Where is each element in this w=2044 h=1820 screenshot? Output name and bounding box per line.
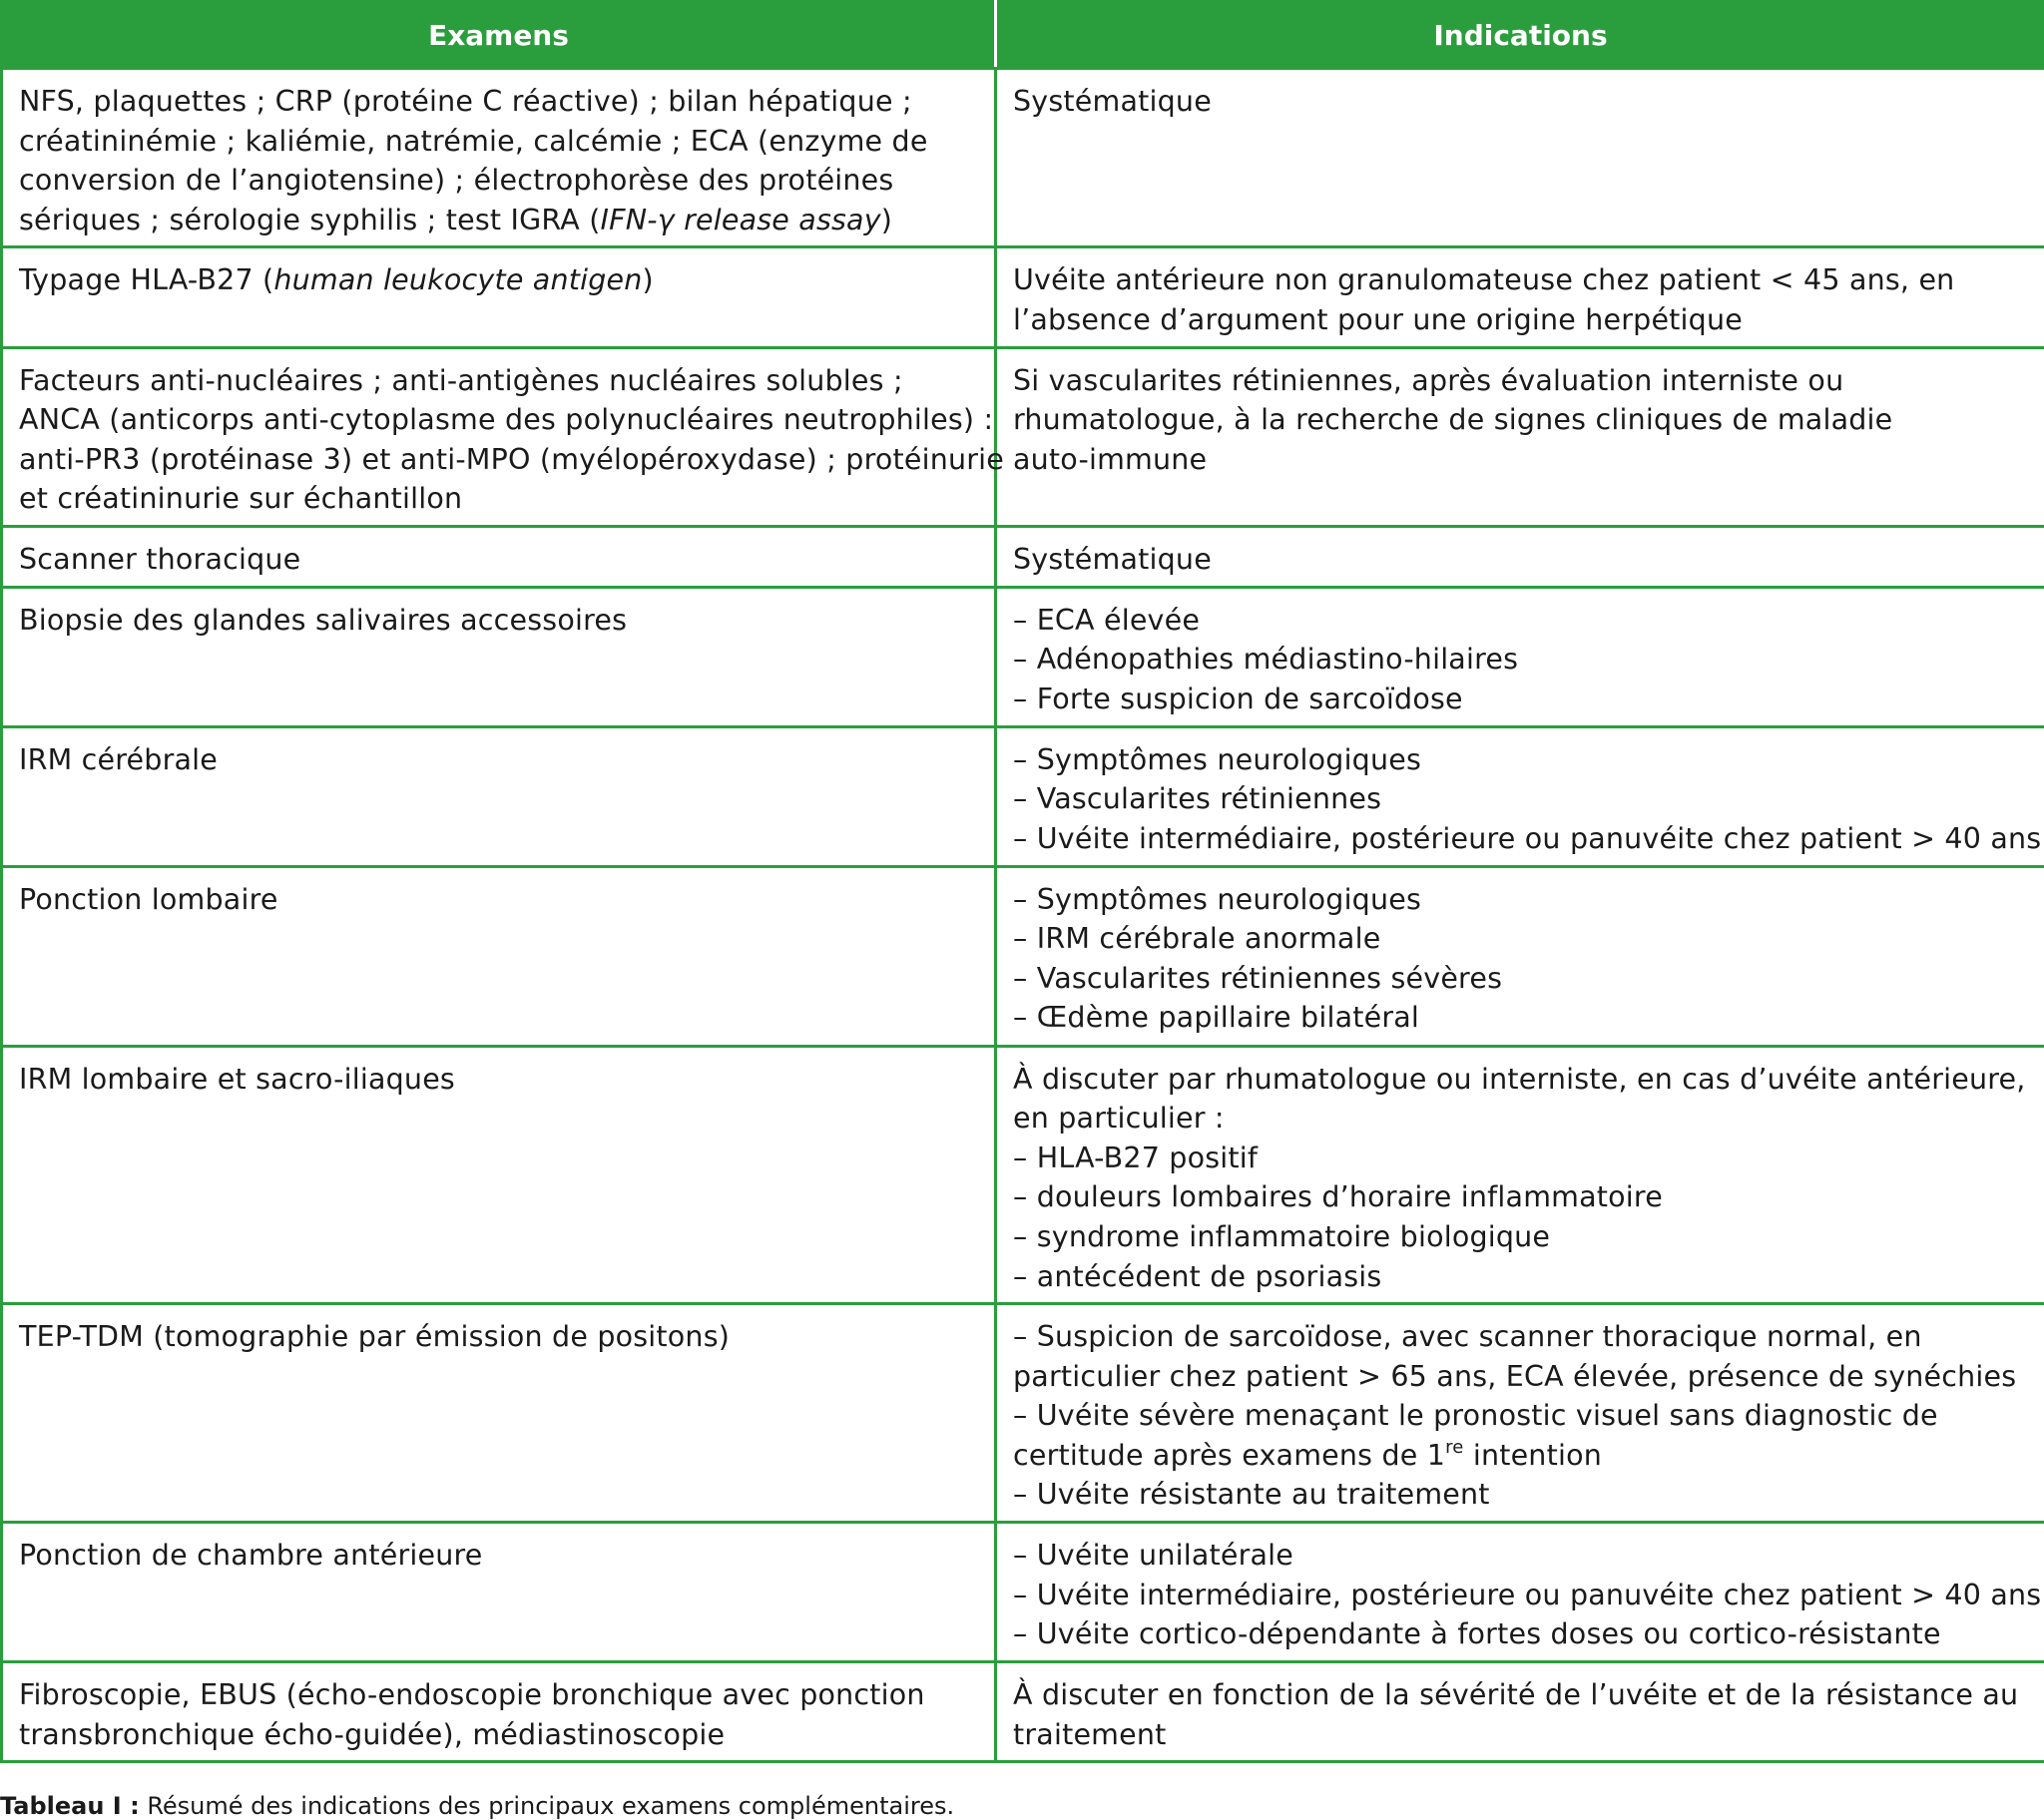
indication-line: – Adénopathies médiastino-hilaires (1013, 643, 1519, 677)
indication-line: – Uvéite intermédiaire, postérieure ou panuvéite chez patient > 40 ans (1013, 1578, 2042, 1611)
indication-cell (996, 1662, 2044, 1762)
exam-line: Ponction de chambre antérieure (19, 1539, 483, 1573)
table-header-row (2, 2, 2044, 69)
exam-line: ANCA (anticorps anti-cytoplasme des polynucléaires neutrophiles) : (19, 403, 994, 437)
indication-line: – IRM cérébrale anormale (1013, 922, 1381, 956)
table-row (2, 1523, 2044, 1662)
exam-line: et créatininurie sur échantillon (19, 482, 463, 516)
indication-cell (996, 1046, 2044, 1304)
exam-line: transbronchique écho-guidée), médiastinoscopie (19, 1717, 726, 1751)
exam-line: Facteurs anti-nucléaires ; anti-antigènes nucléaires solubles ; (19, 363, 903, 397)
indication-cell (996, 69, 2044, 247)
indication-line: – douleurs lombaires d’horaire inflammatoire (1013, 1180, 1663, 1214)
indication-line: – Forte suspicion de sarcoïdose (1013, 682, 1463, 715)
indication-line: – Uvéite intermédiaire, postérieure ou panuvéite chez patient > 40 ans (1013, 821, 2042, 855)
indication-line: – Uvéite résistante au traitement (1013, 1478, 1490, 1512)
exam-line: Ponction lombaire (19, 882, 278, 916)
table-row (2, 726, 2044, 866)
table-row (2, 347, 2044, 526)
exam-line: sériques ; sérologie syphilis ; test IGRA (IFN-γ release assay) (19, 203, 893, 236)
exam-cell (2, 1523, 996, 1662)
indication-cell (996, 247, 2044, 347)
exam-line: anti-PR3 (protéinase 3) et anti-MPO (myélopéroxydase) ; protéinurie (19, 442, 1005, 476)
table-row (2, 247, 2044, 347)
exam-line: Fibroscopie, EBUS (écho-endoscopie bronchique avec ponction (19, 1678, 925, 1712)
table-row (2, 69, 2044, 247)
indication-line: – syndrome inflammatoire biologique (1013, 1219, 1551, 1253)
exam-line: Typage HLA-B27 (human leukocyte antigen) (19, 263, 654, 297)
exam-cell (2, 526, 996, 587)
exam-cell (2, 726, 996, 866)
exam-cell (2, 247, 996, 347)
exam-cell (2, 866, 996, 1046)
indication-line: Systématique (1013, 542, 1212, 576)
indication-cell (996, 1304, 2044, 1523)
exam-line: IRM lombaire et sacro-iliaques (19, 1062, 455, 1096)
indication-line: À discuter en fonction de la sévérité de l’uvéite et de la résistance au (1013, 1678, 2019, 1712)
exam-cell (2, 1046, 996, 1304)
indication-line: en particulier : (1013, 1102, 1225, 1136)
indication-line: certitude après examens de 1re intention (1013, 1436, 1602, 1472)
exam-line: IRM cérébrale (19, 742, 219, 776)
indication-line: – Symptômes neurologiques (1013, 882, 1422, 916)
indication-cell (996, 587, 2044, 726)
indication-line: rhumatologue, à la recherche de signes cliniques de maladie (1013, 403, 1893, 437)
exam-line: créatininémie ; kaliémie, natrémie, calcémie ; ECA (enzyme de (19, 124, 928, 158)
exam-line: NFS, plaquettes ; CRP (protéine C réactive) ; bilan hépatique ; (19, 85, 912, 118)
indication-cell (996, 1523, 2044, 1662)
exam-cell (2, 1662, 996, 1762)
table-caption (0, 1792, 954, 1820)
indication-line: – ECA élevée (1013, 603, 1201, 637)
indication-line: – Uvéite unilatérale (1013, 1539, 1294, 1573)
exam-cell (2, 347, 1005, 526)
header-examens: Examens (2, 2, 996, 69)
caption-label: Tableau I : (0, 1792, 140, 1820)
indication-cell (996, 347, 2044, 526)
indication-cell (996, 726, 2044, 866)
exam-line: conversion de l’angiotensine) ; électrophorèse des protéines (19, 164, 894, 198)
indication-line: – Œdème papillaire bilatéral (1013, 1001, 1420, 1035)
exam-line: Scanner thoracique (19, 542, 301, 576)
table-row (2, 1304, 2044, 1523)
indication-cell (996, 866, 2044, 1046)
indication-line: auto-immune (1013, 442, 1208, 476)
table-row (2, 1046, 2044, 1304)
indication-line: – Uvéite sévère menaçant le pronostic visuel sans diagnostic de (1013, 1399, 1938, 1433)
indication-line: – HLA-B27 positif (1013, 1140, 1259, 1174)
indication-line: – Suspicion de sarcoïdose, avec scanner thoracique normal, en (1013, 1320, 1922, 1354)
indication-line: Systématique (1013, 85, 1212, 118)
indication-line: – Uvéite cortico-dépendante à fortes doses ou cortico-résistante (1013, 1617, 1941, 1651)
exam-line: Biopsie des glandes salivaires accessoires (19, 603, 628, 637)
header-indications: Indications (996, 2, 2044, 69)
exam-cell (2, 587, 996, 726)
table-row (2, 587, 2044, 726)
exam-cell (2, 69, 996, 247)
indication-line: – Vascularites rétiniennes (1013, 782, 1382, 816)
indication-line: Si vascularites rétiniennes, après évaluation interniste ou (1013, 363, 1844, 397)
indication-line: Uvéite antérieure non granulomateuse chez patient < 45 ans, en (1013, 263, 1955, 297)
exam-cell (2, 1304, 996, 1523)
table-body (2, 69, 2044, 1762)
table-row (2, 866, 2044, 1046)
indication-line: l’absence d’argument pour une origine herpétique (1013, 302, 1743, 336)
indication-line: À discuter par rhumatologue ou interniste, en cas d’uvéite antérieure, (1013, 1062, 2026, 1096)
indication-line: particulier chez patient > 65 ans, ECA élevée, présence de synéchies (1013, 1359, 2017, 1393)
indication-cell (996, 526, 2044, 587)
indication-line: – Vascularites rétiniennes sévères (1013, 961, 1503, 995)
exam-line: TEP-TDM (tomographie par émission de positons) (19, 1320, 731, 1354)
indication-line: – antécédent de psoriasis (1013, 1259, 1382, 1293)
caption-text: Résumé des indications des principaux examens complémentaires. (139, 1792, 955, 1820)
indication-line: traitement (1013, 1717, 1167, 1751)
table-row (2, 526, 2044, 587)
indication-line: – Symptômes neurologiques (1013, 742, 1422, 776)
table-row (2, 1662, 2044, 1762)
